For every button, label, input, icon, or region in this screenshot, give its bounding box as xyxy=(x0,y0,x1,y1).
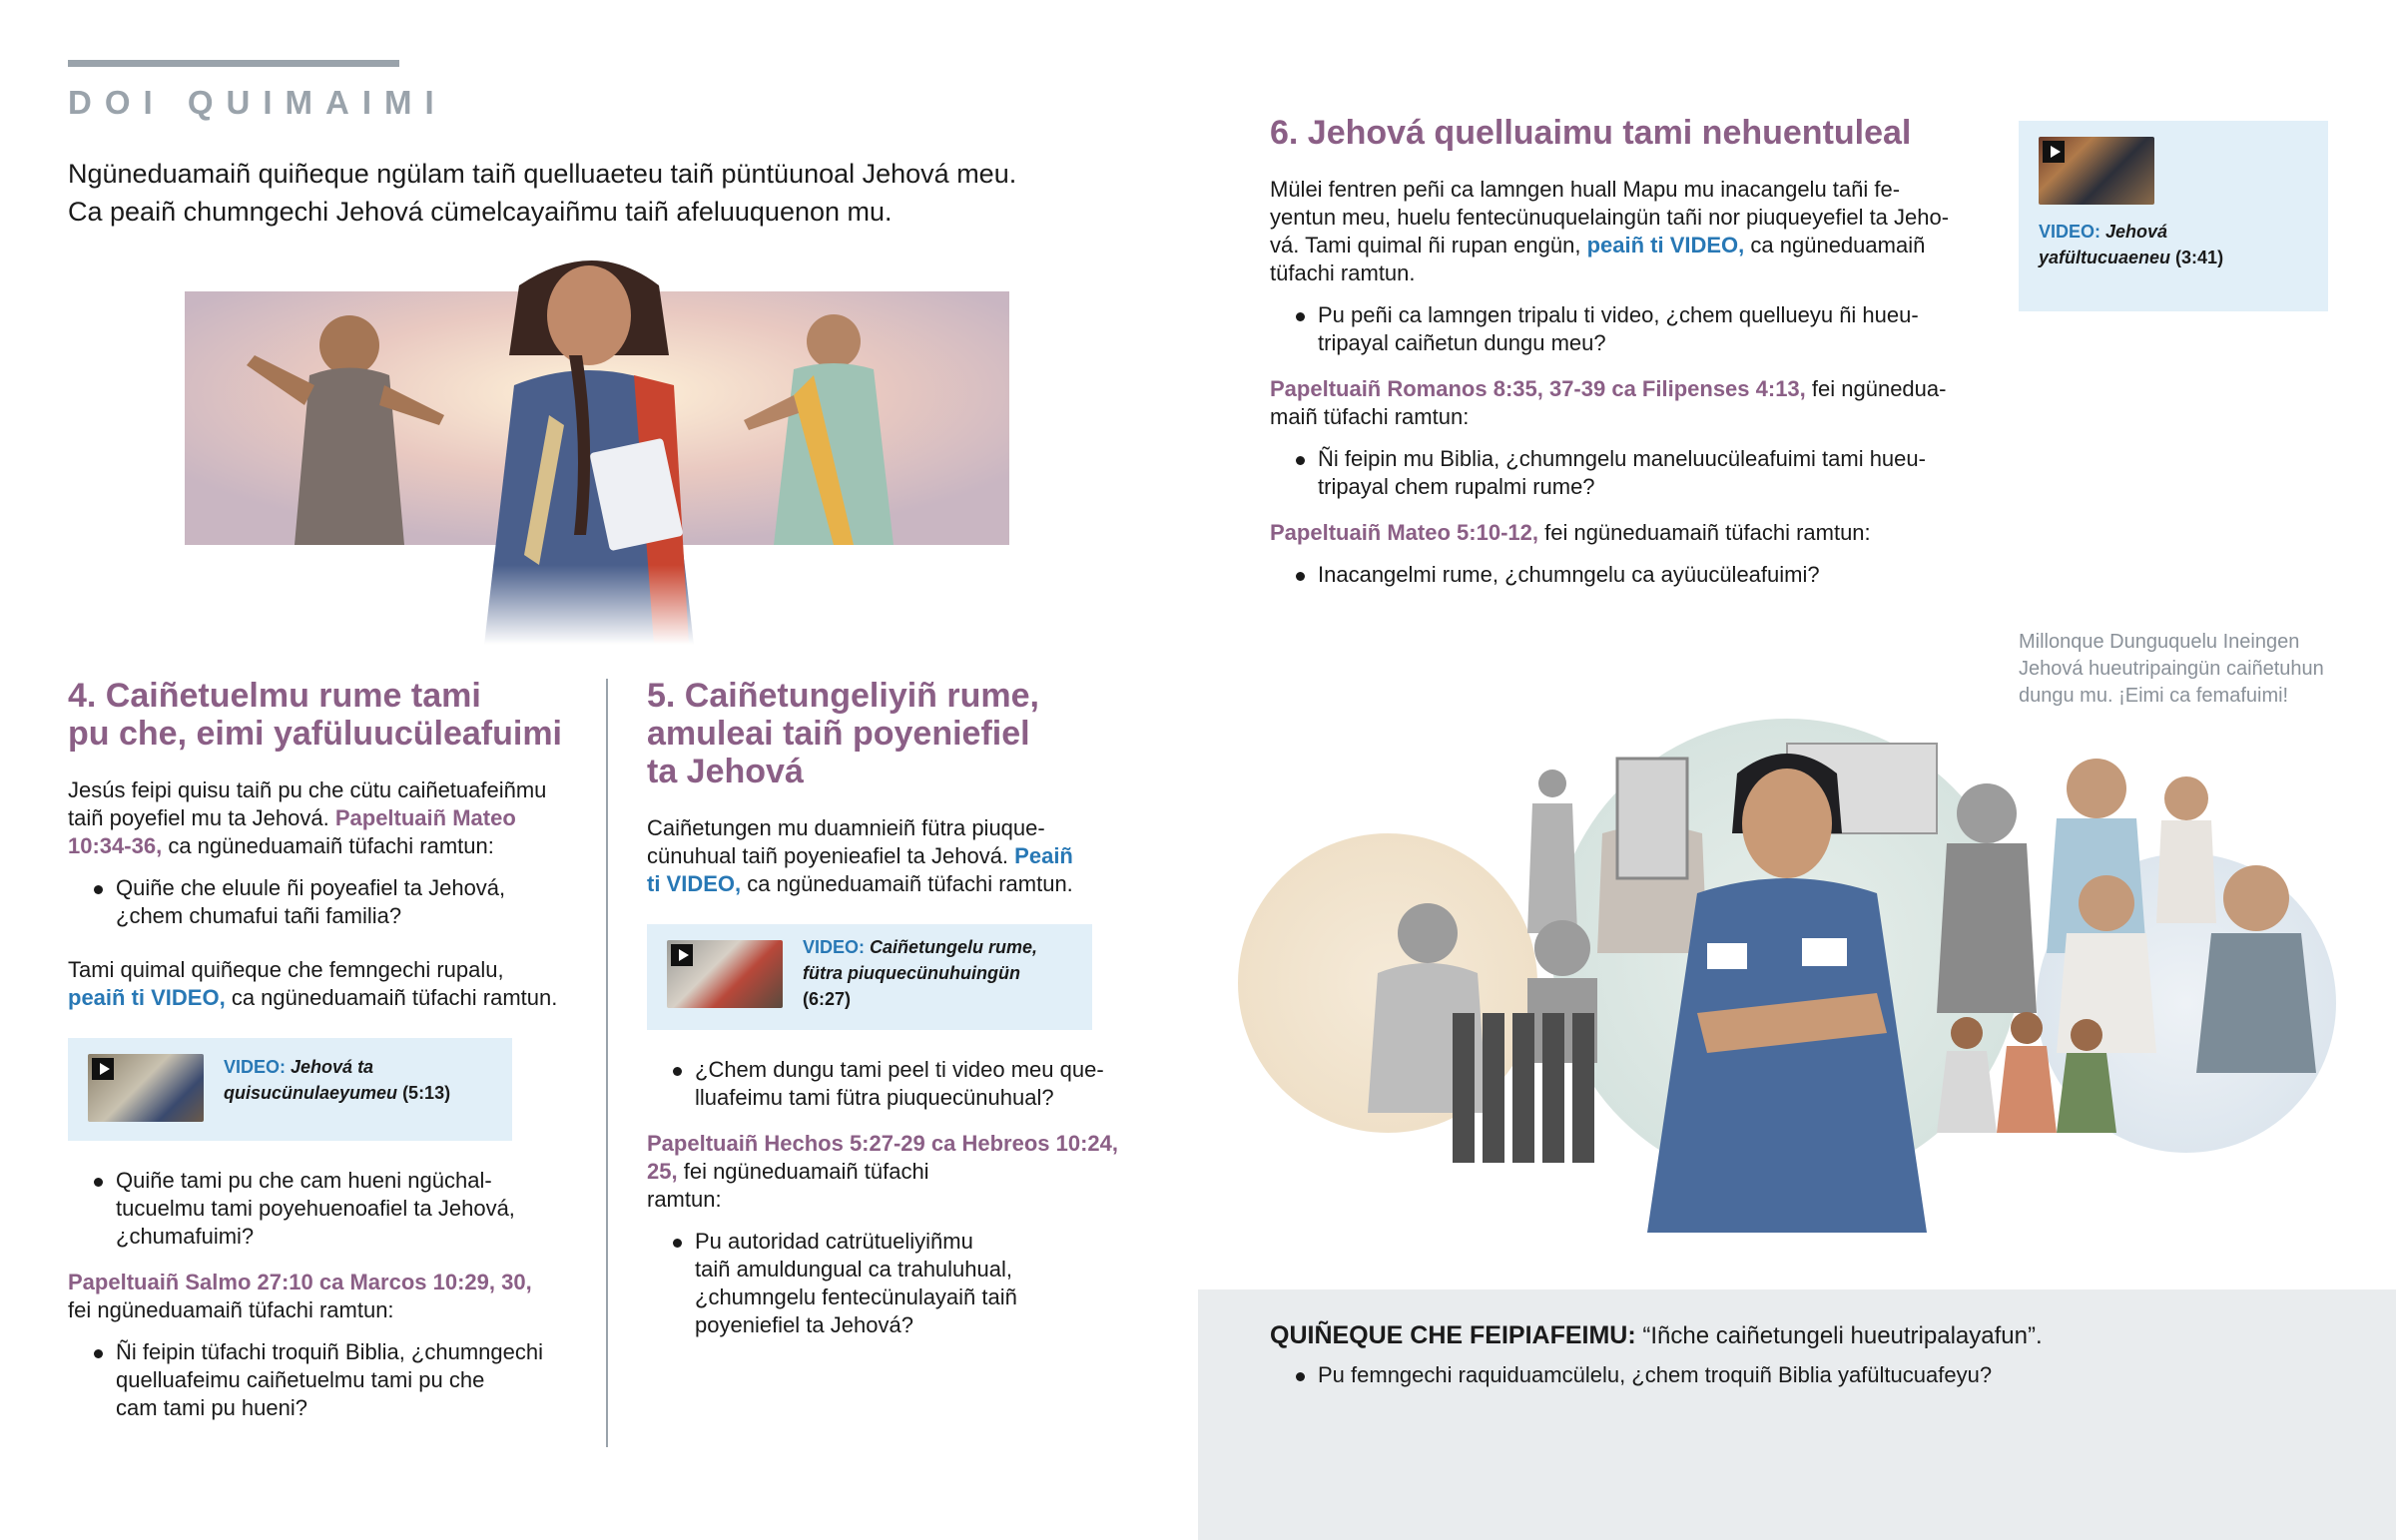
section-6-paragraph-3 xyxy=(1270,519,2009,547)
objection-heading xyxy=(1270,1319,2043,1352)
question-item xyxy=(647,1056,1146,1112)
scripture-link-romanos-filipenses[interactable]: Papeltuaiñ Romanos 8:35, 37-39 ca Filipenses 4:13, xyxy=(1270,376,1806,401)
s5-p1-line-3 xyxy=(647,870,1146,898)
video-link[interactable]: peaiñ ti VIDEO, xyxy=(68,985,226,1010)
section-6-questions-3 xyxy=(1270,561,2009,589)
video-title: quisucünulaeyumeu xyxy=(224,1083,398,1103)
video-label: VIDEO: xyxy=(2039,222,2101,242)
question-line: ¿chumngelu fentecünulayaiñ taiñ xyxy=(695,1284,1017,1309)
question-line: Inacangelmi rume, ¿chumngelu ca ayüucüleafuimi? xyxy=(1318,562,1820,587)
video-caption-line-2 xyxy=(2039,245,2223,270)
s6-p1-line-3 xyxy=(1270,232,2009,259)
question-item xyxy=(1270,301,2009,357)
section-4-heading-line-2: pu che, eimi yafüluucüleafuimi xyxy=(68,715,562,753)
s6-p1-text: ca ngüneduamaiñ xyxy=(1750,233,1926,257)
s6-p2-tail-line-2: maiñ tüfachi ramtun: xyxy=(1270,404,1470,429)
section-6-paragraph-1 xyxy=(1270,176,2009,287)
scripture-link-hechos-hebreos[interactable]: Papeltuaiñ Hechos 5:27-29 ca Hebreos 10:24, xyxy=(647,1131,1118,1156)
question-item xyxy=(1270,561,2009,589)
video-thumbnail[interactable] xyxy=(88,1054,204,1122)
s4-p2-tail: ca ngüneduamaiñ tüfachi ramtun. xyxy=(231,985,558,1010)
question-line: ¿chem chumafui tañi familia? xyxy=(116,903,402,928)
s6-p1-line-2: yentun meu, huelu fentecünuquelaingün tañi nor piuqueyefiel ta Jeho- xyxy=(1270,205,1950,230)
video-link[interactable]: ti VIDEO, xyxy=(647,871,742,896)
question-item xyxy=(1270,1361,1992,1389)
caption-line-3: dungu mu. ¡Eimi ca femafuimi! xyxy=(2019,685,2289,707)
question-item xyxy=(647,1228,1146,1339)
video-caption xyxy=(2039,219,2223,270)
intro-line-2: Ca peaiñ chumngechi Jehová cümelcayaiñmu taiñ afeluuquenon mu. xyxy=(68,197,893,227)
play-icon[interactable] xyxy=(92,1058,114,1080)
section-6-heading: 6. Jehová quelluaimu tami nehuentuleal xyxy=(1270,114,1912,152)
illustration-caption xyxy=(2019,629,2358,710)
section-5-heading-line-1: 5. Caiñetungeliyiñ rume, xyxy=(647,677,1039,715)
question-line: cam tami pu hueni? xyxy=(116,1395,307,1420)
objection-quote: “Iñche caiñetungeli hueutripalayafun”. xyxy=(1642,1322,2043,1349)
s5-p2-tail-line-2: ramtun: xyxy=(647,1187,722,1212)
objection-questions xyxy=(1270,1361,1992,1389)
section-4-paragraph-3 xyxy=(68,1269,607,1324)
section-5-questions-2 xyxy=(647,1228,1146,1339)
s6-p2-line-1 xyxy=(1270,375,2009,403)
section-rule xyxy=(68,60,399,67)
section-5-heading xyxy=(647,677,1146,790)
video-title: Jehová xyxy=(2105,222,2168,242)
scripture-link-salmo-marcos[interactable]: Papeltuaiñ Salmo 27:10 ca Marcos 10:29, 30, xyxy=(68,1270,532,1294)
section-5-paragraph-1 xyxy=(647,814,1146,898)
question-line: tucuelmu tami poyehuenoafiel ta Jehová, xyxy=(116,1196,515,1221)
video-thumbnail[interactable] xyxy=(2039,137,2154,205)
section-4-heading-line-1: 4. Caiñetuelmu rume tami xyxy=(68,677,481,715)
question-line: Pu autoridad catrütueliyiñmu xyxy=(695,1229,973,1254)
section-label: DOI QUIMAIMI xyxy=(68,84,447,121)
question-line: ¿Chem dungu tami peel ti video meu que- xyxy=(695,1057,1104,1082)
video-thumbnail[interactable] xyxy=(667,940,783,1008)
video-caption-line-1 xyxy=(2039,219,2223,245)
intro-text xyxy=(68,155,1186,231)
s5-p1-tail: ca ngüneduamaiñ tüfachi ramtun. xyxy=(747,871,1073,896)
video-title: yafültucuaeneu xyxy=(2039,248,2171,267)
column-divider xyxy=(606,679,608,1447)
s4-p1-line-2 xyxy=(68,804,607,832)
s5-p1-text: cünuhual taiñ poyenieafiel ta Jehová. xyxy=(647,843,1009,868)
video-title: Caiñetungelu rume, xyxy=(870,937,1038,957)
section-4-questions-1 xyxy=(68,874,607,930)
s6-p3-tail: fei ngüneduamaiñ tüfachi ramtun: xyxy=(1544,520,1871,545)
section-4-questions-2 xyxy=(68,1167,607,1251)
video-caption xyxy=(803,934,1037,1012)
question-line: Ñi feipin mu Biblia, ¿chumngelu maneluucüleafuimi tami hueu- xyxy=(1318,446,1926,471)
video-card-jehova-yafultucuaeneu[interactable] xyxy=(2019,121,2328,311)
video-caption-line-2 xyxy=(224,1080,450,1106)
video-label: VIDEO: xyxy=(224,1057,287,1077)
s5-p2-line-2 xyxy=(647,1158,1146,1186)
question-line: poyeniefiel ta Jehová? xyxy=(695,1312,913,1337)
caption-line-2: Jehová hueutripaingün caiñetuhun xyxy=(2019,658,2324,680)
s6-p1-line-1: Mülei fentren peñi ca lamngen huall Mapu mu inacangelu tañi fe- xyxy=(1270,177,1901,202)
s4-p2-line-2 xyxy=(68,984,607,1012)
s4-p3-tail: fei ngüneduamaiñ tüfachi ramtun: xyxy=(68,1297,394,1322)
scripture-link-mateo[interactable]: Papeltuaiñ Mateo xyxy=(334,805,516,830)
section-5-paragraph-2 xyxy=(647,1130,1146,1214)
section-4 xyxy=(68,677,607,1422)
section-4-questions-3 xyxy=(68,1338,607,1422)
video-caption xyxy=(224,1054,450,1106)
scripture-link-mateo-5[interactable]: Papeltuaiñ Mateo 5:10-12, xyxy=(1270,520,1538,545)
question-line: Quiñe tami pu che cam hueni ngüchal- xyxy=(116,1168,492,1193)
objection-title: QUIÑEQUE CHE FEIPIAFEIMU: xyxy=(1270,1321,1636,1349)
s5-p2-tail: fei ngüneduamaiñ tüfachi xyxy=(683,1159,929,1184)
section-6-questions-1 xyxy=(1270,301,2009,357)
section-5-questions-1 xyxy=(647,1056,1146,1112)
family-conflict-illustration xyxy=(155,246,1023,645)
s4-p1-line-3 xyxy=(68,832,607,860)
caption-line-1: Millonque Dunguquelu Ineingen xyxy=(2019,631,2300,653)
question-line: ¿chumafuimi? xyxy=(116,1224,255,1249)
s6-p1-text: vá. Tami quimal ñi rupan engün, xyxy=(1270,233,1581,257)
intro-line-1: Ngüneduamaiñ quiñeque ngülam taiñ quelluaeteu taiñ püntüunoal Jehová meu. xyxy=(68,159,1017,189)
question-item xyxy=(1270,445,2009,501)
question-item xyxy=(68,1167,607,1251)
video-link[interactable]: peaiñ ti VIDEO, xyxy=(1586,233,1745,257)
question-line: tripayal chem rupalmi rume? xyxy=(1318,474,1595,499)
scripture-link-mateo-verses[interactable]: 10:34-36, xyxy=(68,833,163,858)
s4-p2-line-1: Tami quimal quiñeque che femngechi rupalu, xyxy=(68,957,504,982)
video-duration: (6:27) xyxy=(803,989,852,1009)
section-6 xyxy=(1270,114,2009,589)
s4-p1-text: taiñ poyefiel mu ta Jehová. xyxy=(68,805,329,830)
video-duration: (3:41) xyxy=(2175,248,2224,267)
video-link[interactable]: Peaiñ xyxy=(1014,843,1073,868)
s6-p2-tail: fei ngüneduа- xyxy=(1811,376,1947,401)
faithful-witnesses-illustration xyxy=(1228,714,2356,1233)
video-label: VIDEO: xyxy=(803,937,866,957)
section-6-paragraph-2 xyxy=(1270,375,2009,431)
question-line: Quiñe che eluule ñi poyeafiel ta Jehová, xyxy=(116,875,506,900)
video-card-jehova-quisucunulaeyumeu[interactable] xyxy=(68,1038,512,1141)
section-4-heading xyxy=(68,677,607,753)
question-item xyxy=(68,874,607,930)
question-line: Pu femngechi raquiduamcülelu, ¿chem troquiñ Biblia yafültucuafeyu? xyxy=(1318,1362,1993,1387)
video-caption-line-1 xyxy=(224,1054,450,1080)
video-caption-line-1 xyxy=(803,934,1037,960)
section-5-heading-line-2: amuleai taiñ poyeniefiel xyxy=(647,715,1030,753)
s5-p1-line-2 xyxy=(647,842,1146,870)
s4-p1-tail: ca ngüneduamaiñ tüfachi ramtun: xyxy=(168,833,494,858)
s4-p1-line-1: Jesús feipi quisu taiñ pu che cütu caiñetuafeiñmu xyxy=(68,777,547,802)
objection-panel xyxy=(1198,1289,2396,1540)
video-card-fütra-piuquecünuhuingün[interactable] xyxy=(647,924,1092,1030)
question-line: Ñi feipin tüfachi troquiñ Biblia, ¿chumngechi xyxy=(116,1339,544,1364)
scripture-link-hebreos-verse[interactable]: 25, xyxy=(647,1159,678,1184)
question-line: quelluafeimu caiñetuelmu tami pu che xyxy=(116,1367,485,1392)
play-icon[interactable] xyxy=(2043,141,2065,163)
section-6-questions-2 xyxy=(1270,445,2009,501)
video-title: fütra piuquecünuhuingün xyxy=(803,963,1020,983)
question-line: lluafeimu tami fütra piuquecünuhual? xyxy=(695,1085,1054,1110)
question-line: tripayal caiñetun dungu meu? xyxy=(1318,330,1606,355)
section-4-paragraph-2 xyxy=(68,956,607,1012)
question-item xyxy=(68,1338,607,1422)
section-5-heading-line-3: ta Jehová xyxy=(647,753,804,790)
play-icon[interactable] xyxy=(671,944,693,966)
s6-p1-line-4: tüfachi ramtun. xyxy=(1270,260,1416,285)
video-duration: (5:13) xyxy=(402,1083,451,1103)
s5-p1-line-1: Caiñetungen mu duamnieiñ fütra piuque- xyxy=(647,815,1045,840)
section-5 xyxy=(647,677,1146,1339)
question-line: taiñ amuldungual ca trahuluhual, xyxy=(695,1257,1013,1282)
question-line: Pu peñi ca lamngen tripalu ti video, ¿chem quellueyu ñi hueu- xyxy=(1318,302,1919,327)
video-title: Jehová ta xyxy=(291,1057,374,1077)
section-4-paragraph-1 xyxy=(68,776,607,860)
